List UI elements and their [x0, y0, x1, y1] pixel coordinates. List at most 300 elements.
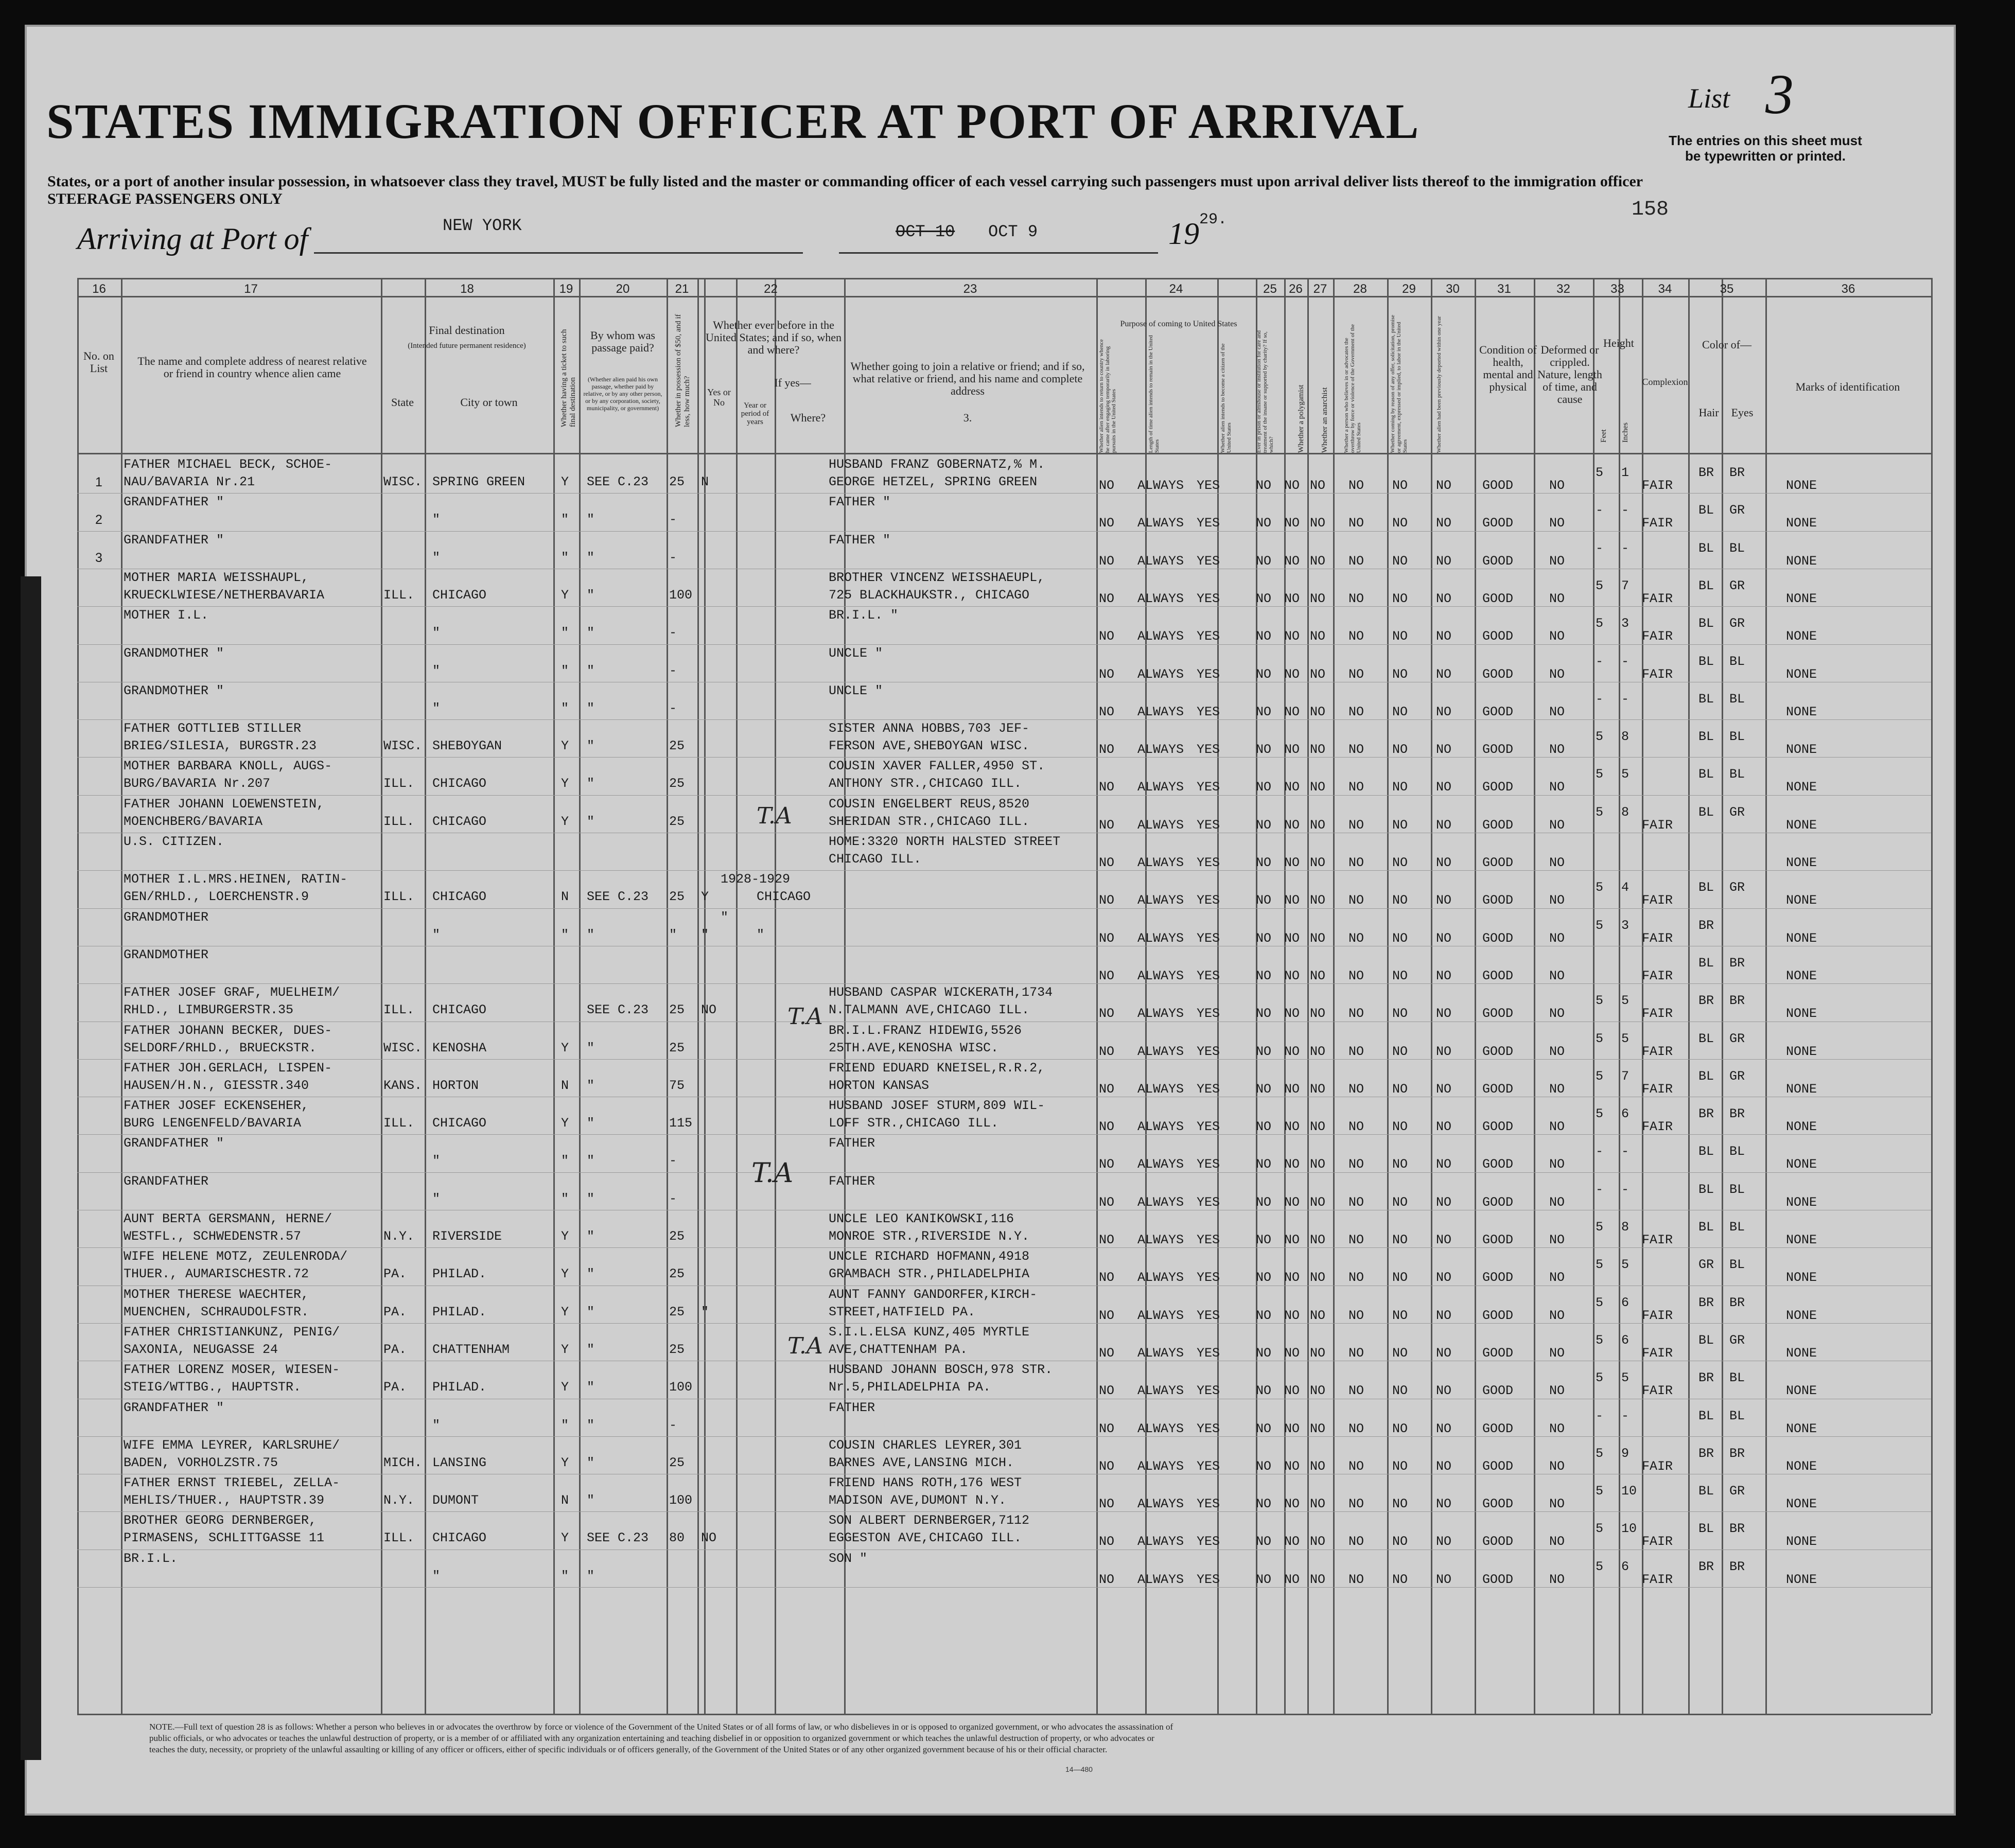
header-polygamist: Whether a polygamist — [1297, 384, 1305, 453]
row-rule — [77, 1247, 1931, 1248]
joining-address: MADISON AVE,DUMONT N.Y. — [829, 1493, 1007, 1508]
money: - — [669, 1191, 677, 1206]
nearest-relative: GRANDFATHER " — [124, 1136, 224, 1151]
purpose-return: NO — [1099, 667, 1115, 682]
ticket: Y — [561, 1229, 569, 1244]
ticket: Y — [561, 1342, 569, 1357]
identification-marks: NONE — [1786, 742, 1817, 757]
eye-color: BR — [1729, 956, 1745, 971]
joining-relative: UNCLE " — [829, 646, 883, 661]
dest-state: PA. — [383, 1380, 407, 1395]
identification-marks: NONE — [1786, 629, 1817, 644]
eye-color: GR — [1729, 578, 1745, 593]
identification-marks: NONE — [1786, 1044, 1817, 1059]
complexion: FAIR — [1642, 1082, 1673, 1097]
anarchist: NO — [1310, 1346, 1326, 1361]
eye-color: BL — [1729, 729, 1745, 744]
labor-offer: NO — [1392, 855, 1408, 870]
height-feet: - — [1596, 1144, 1604, 1159]
deformed: NO — [1549, 1572, 1565, 1587]
hair-color: BL — [1698, 956, 1714, 971]
passage-paid: " — [587, 701, 595, 716]
row-rule — [77, 606, 1931, 607]
purpose-return: NO — [1099, 1308, 1115, 1323]
ticket: " — [561, 701, 569, 716]
eye-color: BR — [1729, 1446, 1745, 1461]
anarchist: NO — [1310, 667, 1326, 682]
row-number: 3 — [95, 551, 102, 565]
prison: NO — [1256, 1270, 1272, 1285]
purpose-return: NO — [1099, 1534, 1115, 1549]
purpose-return: NO — [1099, 893, 1115, 908]
deported: NO — [1436, 1006, 1452, 1021]
eye-color: BR — [1729, 993, 1745, 1008]
purpose-citizen: YES — [1197, 1572, 1220, 1587]
ticket: " — [561, 512, 569, 527]
passage-paid: " — [587, 776, 595, 791]
arrival-date: OCT 9 — [988, 222, 1038, 241]
deported: NO — [1436, 969, 1452, 983]
nearest-relative: WIFE HELENE MOTZ, ZEULENRODA/ — [124, 1249, 348, 1264]
polygamist: NO — [1284, 818, 1300, 833]
anarchist: NO — [1310, 516, 1326, 531]
eye-color: GR — [1729, 1069, 1745, 1084]
row-rule — [77, 1134, 1931, 1135]
height-inches: 5 — [1621, 767, 1629, 782]
identification-marks: NONE — [1786, 1459, 1817, 1474]
year-suffix: 29. — [1199, 211, 1228, 228]
health: GOOD — [1482, 1497, 1514, 1511]
overthrow: NO — [1348, 1459, 1364, 1474]
overthrow: NO — [1348, 742, 1364, 757]
health: GOOD — [1482, 1233, 1514, 1247]
joining-relative: HOME:3320 NORTH HALSTED STREET — [829, 834, 1061, 849]
joining-address: GEORGE HETZEL, SPRING GREEN — [829, 474, 1038, 489]
nearest-relative-address: MEHLIS/THUER., HAUPTSTR.39 — [124, 1493, 325, 1508]
complexion: FAIR — [1642, 1044, 1673, 1059]
purpose-return: NO — [1099, 855, 1115, 870]
polygamist: NO — [1284, 1497, 1300, 1511]
row-rule — [77, 531, 1931, 532]
deported: NO — [1436, 893, 1452, 908]
polygamist: NO — [1284, 1572, 1300, 1587]
health: GOOD — [1482, 705, 1514, 719]
dest-city: " — [432, 1153, 441, 1168]
passage-paid: " — [587, 1569, 595, 1583]
passage-paid: " — [587, 1078, 595, 1093]
hair-color: BR — [1698, 918, 1714, 933]
deformed: NO — [1549, 1119, 1565, 1134]
labor-offer: NO — [1392, 1497, 1408, 1511]
overthrow: NO — [1348, 931, 1364, 946]
deported: NO — [1436, 1157, 1452, 1172]
purpose-citizen: YES — [1197, 478, 1220, 493]
header-final-destination-sub: (Intended future permanent residence) — [408, 342, 526, 350]
row-rule — [77, 795, 1931, 796]
polygamist: NO — [1284, 742, 1300, 757]
ever-before: Y — [701, 889, 709, 904]
height-inches: 6 — [1621, 1333, 1629, 1348]
purpose-length: ALWAYS — [1137, 893, 1184, 908]
height-feet: 5 — [1596, 1333, 1604, 1348]
nearest-relative: FATHER JOSEF GRAF, MUELHEIM/ — [124, 985, 340, 1000]
anarchist: NO — [1310, 1572, 1326, 1587]
joining-address: BARNES AVE,LANSING MICH. — [829, 1455, 1014, 1470]
nearest-relative-address: MOENCHBERG/BAVARIA — [124, 814, 263, 829]
identification-marks: NONE — [1786, 1195, 1817, 1210]
dest-state: ILL. — [383, 588, 415, 603]
money: 25 — [669, 1041, 685, 1055]
purpose-citizen: YES — [1197, 780, 1220, 795]
purpose-length: ALWAYS — [1137, 1270, 1184, 1285]
purpose-length: ALWAYS — [1137, 478, 1184, 493]
purpose-citizen: YES — [1197, 1082, 1220, 1097]
hair-color: BL — [1698, 541, 1714, 556]
nearest-relative-address: NAU/BAVARIA Nr.21 — [124, 474, 255, 489]
header-hair: Hair — [1698, 406, 1719, 419]
prison: NO — [1256, 591, 1272, 606]
dest-city: CHICAGO — [432, 776, 487, 791]
height-feet: - — [1596, 541, 1604, 556]
overthrow: NO — [1348, 1082, 1364, 1097]
height-inches: - — [1621, 692, 1629, 707]
passage-paid: " — [587, 1455, 595, 1470]
joining-address: MONROE STR.,RIVERSIDE N.Y. — [829, 1229, 1030, 1244]
identification-marks: NONE — [1786, 969, 1817, 983]
labor-offer: NO — [1392, 1459, 1408, 1474]
complexion: FAIR — [1642, 893, 1673, 908]
hair-color: BL — [1698, 692, 1714, 707]
column-number: 31 — [1497, 282, 1511, 296]
height-feet: 5 — [1596, 729, 1604, 744]
joining-address: HORTON KANSAS — [829, 1078, 930, 1093]
passage-paid: " — [587, 1191, 595, 1206]
joining-relative: AUNT FANNY GANDORFER,KIRCH- — [829, 1287, 1038, 1302]
handwritten-ta-mark: T.A — [757, 803, 792, 829]
height-feet: 5 — [1596, 1484, 1604, 1499]
header-joining: Whether going to join a relative or friend; and if so, what relative or friend, and his name and complete address — [850, 360, 1085, 397]
labor-offer: NO — [1392, 969, 1408, 983]
ticket: Y — [561, 1455, 569, 1470]
polygamist: NO — [1284, 1308, 1300, 1323]
deported: NO — [1436, 855, 1452, 870]
anarchist: NO — [1310, 969, 1326, 983]
height-feet: 5 — [1596, 1370, 1604, 1385]
joining-address: AVE,CHATTENHAM PA. — [829, 1342, 968, 1357]
anarchist: NO — [1310, 705, 1326, 719]
dest-state: KANS. — [383, 1078, 423, 1093]
purpose-citizen: YES — [1197, 1497, 1220, 1511]
overthrow: NO — [1348, 516, 1364, 531]
labor-offer: NO — [1392, 1044, 1408, 1059]
grid-top-line — [77, 278, 1931, 279]
polygamist: NO — [1284, 780, 1300, 795]
prison: NO — [1256, 893, 1272, 908]
dest-state: MICH. — [383, 1455, 423, 1470]
header-purpose-citizen: Whether alien intends to become a citizen of the United States — [1220, 343, 1232, 453]
complexion: FAIR — [1642, 629, 1673, 644]
header-deformed: Deformed or crippled. Nature, length of time, and cause — [1537, 343, 1602, 406]
row-rule — [77, 1323, 1931, 1324]
column-number: 29 — [1402, 282, 1416, 296]
deformed: NO — [1549, 516, 1565, 531]
health: GOOD — [1482, 780, 1514, 795]
polygamist: NO — [1284, 667, 1300, 682]
column-number: 30 — [1446, 282, 1460, 296]
dest-city: " — [432, 625, 441, 640]
identification-marks: NONE — [1786, 554, 1817, 569]
nearest-relative: FATHER JOHANN LOEWENSTEIN, — [124, 797, 325, 812]
prison: NO — [1256, 478, 1272, 493]
ticket: " — [561, 1418, 569, 1433]
complexion: FAIR — [1642, 478, 1673, 493]
years-in-us: " — [721, 910, 729, 925]
joining-relative: HUSBAND CASPAR WICKERATH,1734 — [829, 985, 1053, 1000]
joining-address: Nr.5,PHILADELPHIA PA. — [829, 1380, 991, 1395]
sheet-number: 158 — [1632, 198, 1669, 221]
labor-offer: NO — [1392, 667, 1408, 682]
dest-state: N.Y. — [383, 1493, 415, 1508]
row-rule — [77, 1587, 1931, 1588]
purpose-return: NO — [1099, 1270, 1115, 1285]
purpose-length: ALWAYS — [1137, 1195, 1184, 1210]
complexion: FAIR — [1642, 1534, 1673, 1549]
deported: NO — [1436, 1421, 1452, 1436]
joining-relative: HUSBAND FRANZ GOBERNATZ,% M. — [829, 457, 1045, 472]
purpose-length: ALWAYS — [1137, 1157, 1184, 1172]
nearest-relative-address: SELDORF/RHLD., BRUECKSTR. — [124, 1041, 317, 1055]
dest-state: PA. — [383, 1342, 407, 1357]
money: 25 — [669, 1455, 685, 1470]
purpose-length: ALWAYS — [1137, 516, 1184, 531]
prison: NO — [1256, 1119, 1272, 1134]
row-rule — [77, 757, 1931, 758]
header-eyes: Eyes — [1731, 406, 1754, 419]
purpose-return: NO — [1099, 705, 1115, 719]
overthrow: NO — [1348, 818, 1364, 833]
ticket: " — [561, 1191, 569, 1206]
nearest-relative-address: MUENCHEN, SCHRAUDOLFSTR. — [124, 1305, 309, 1319]
purpose-length: ALWAYS — [1137, 667, 1184, 682]
labor-offer: NO — [1392, 1233, 1408, 1247]
dest-state: N.Y. — [383, 1229, 415, 1244]
ever-before: NO — [701, 1530, 717, 1545]
row-rule — [77, 870, 1931, 871]
passage-paid: SEE C.23 — [587, 889, 649, 904]
handwritten-ta-mark: T.A — [787, 1333, 823, 1359]
identification-marks: NONE — [1786, 667, 1817, 682]
identification-marks: NONE — [1786, 1308, 1817, 1323]
deported: NO — [1436, 629, 1452, 644]
purpose-length: ALWAYS — [1137, 1006, 1184, 1021]
ticket: Y — [561, 776, 569, 791]
money: - — [669, 1153, 677, 1168]
column-number: 20 — [616, 282, 630, 296]
deformed: NO — [1549, 818, 1565, 833]
header-height: Height — [1603, 337, 1634, 349]
money: 80 — [669, 1530, 685, 1545]
polygamist: NO — [1284, 629, 1300, 644]
identification-marks: NONE — [1786, 1421, 1817, 1436]
eye-color: GR — [1729, 1333, 1745, 1348]
prison: NO — [1256, 1572, 1272, 1587]
anarchist: NO — [1310, 742, 1326, 757]
height-feet: 5 — [1596, 578, 1604, 593]
prison: NO — [1256, 969, 1272, 983]
joining-relative: SON ALBERT DERNBERGER,7112 — [829, 1513, 1030, 1528]
dest-city: SPRING GREEN — [432, 474, 525, 489]
labor-offer: NO — [1392, 1157, 1408, 1172]
complexion: FAIR — [1642, 1233, 1673, 1247]
deformed: NO — [1549, 780, 1565, 795]
polygamist: NO — [1284, 1233, 1300, 1247]
deformed: NO — [1549, 1006, 1565, 1021]
dest-city: " — [432, 550, 441, 565]
nearest-relative-address: PIRMASENS, SCHLITTGASSE 11 — [124, 1530, 325, 1545]
purpose-return: NO — [1099, 1006, 1115, 1021]
hair-color: BL — [1698, 1144, 1714, 1159]
joining-address: FERSON AVE,SHEBOYGAN WISC. — [829, 738, 1030, 753]
eye-color: BL — [1729, 1409, 1745, 1423]
joining-relative: FATHER — [829, 1400, 875, 1415]
purpose-citizen: YES — [1197, 1308, 1220, 1323]
height-feet: 5 — [1596, 918, 1604, 933]
anarchist: NO — [1310, 1270, 1326, 1285]
anarchist: NO — [1310, 478, 1326, 493]
deported: NO — [1436, 1195, 1452, 1210]
dest-city: CHICAGO — [432, 588, 487, 603]
money: - — [669, 512, 677, 527]
joining-relative: COUSIN ENGELBERT REUS,8520 — [829, 797, 1030, 812]
intro-text: States, or a port of another insular possession, in whatsoever class they travel, MUST be fully listed and the master or commanding officer of each vessel carrying such passengers must upon arrival deliver lists thereof to the immigration officer — [47, 173, 1643, 190]
deported: NO — [1436, 478, 1452, 493]
ticket: " — [561, 927, 569, 942]
prison: NO — [1256, 1044, 1272, 1059]
complexion: FAIR — [1642, 1346, 1673, 1361]
height-inches: - — [1621, 1409, 1629, 1423]
purpose-citizen: YES — [1197, 893, 1220, 908]
identification-marks: NONE — [1786, 705, 1817, 719]
hair-color: BL — [1698, 880, 1714, 895]
health: GOOD — [1482, 855, 1514, 870]
nearest-relative: AUNT BERTA GERSMANN, HERNE/ — [124, 1211, 332, 1226]
joining-address: SHERIDAN STR.,CHICAGO ILL. — [829, 814, 1030, 829]
deformed: NO — [1549, 629, 1565, 644]
hair-color: BL — [1698, 654, 1714, 669]
deformed: NO — [1549, 1270, 1565, 1285]
header-ever-before: Whether ever before in the United States; and if so, when and where? — [706, 319, 842, 356]
identification-marks: NONE — [1786, 818, 1817, 833]
deformed: NO — [1549, 1346, 1565, 1361]
passage-paid: " — [587, 814, 595, 829]
money: 100 — [669, 588, 693, 603]
height-inches: 5 — [1621, 1257, 1629, 1272]
joining-address: EGGESTON AVE,CHICAGO ILL. — [829, 1530, 1022, 1545]
column-number: 25 — [1263, 282, 1277, 296]
health: GOOD — [1482, 1346, 1514, 1361]
labor-offer: NO — [1392, 478, 1408, 493]
purpose-return: NO — [1099, 1421, 1115, 1436]
nearest-relative-address: WESTFL., SCHWEDENSTR.57 — [124, 1229, 302, 1244]
purpose-return: NO — [1099, 1195, 1115, 1210]
nearest-relative-address: BURG LENGENFELD/BAVARIA — [124, 1116, 302, 1131]
ticket: " — [561, 550, 569, 565]
money: 75 — [669, 1078, 685, 1093]
deported: NO — [1436, 1044, 1452, 1059]
labor-offer: NO — [1392, 554, 1408, 569]
anarchist: NO — [1310, 1119, 1326, 1134]
polygamist: NO — [1284, 705, 1300, 719]
dest-city: CHICAGO — [432, 889, 487, 904]
hair-color: BL — [1698, 1031, 1714, 1046]
nearest-relative: GRANDMOTHER — [124, 947, 209, 962]
year-prefix: 19 — [1168, 217, 1199, 251]
hair-color: BR — [1698, 993, 1714, 1008]
height-inches: 7 — [1621, 1069, 1629, 1084]
list-label: List — [1688, 83, 1730, 114]
eye-color: BL — [1729, 1220, 1745, 1235]
hair-color: BR — [1698, 465, 1714, 480]
purpose-length: ALWAYS — [1137, 591, 1184, 606]
header-prison: Ever in prison or almshouse or institution for care and treatment of the insane or supported by charity? If so, which? — [1256, 330, 1274, 453]
prison: NO — [1256, 1006, 1272, 1021]
row-rule — [77, 719, 1931, 720]
nearest-relative-address: KRUECKLWIESE/NETHERBAVARIA — [124, 588, 325, 603]
deformed: NO — [1549, 478, 1565, 493]
anarchist: NO — [1310, 1082, 1326, 1097]
money: 100 — [669, 1380, 693, 1395]
height-inches: 9 — [1621, 1446, 1629, 1461]
deformed: NO — [1549, 1497, 1565, 1511]
deported: NO — [1436, 742, 1452, 757]
joining-address: STREET,HATFIELD PA. — [829, 1305, 976, 1319]
handwritten-ta-mark: T.A — [787, 1004, 823, 1030]
nearest-relative: MOTHER MARIA WEISSHAUPL, — [124, 570, 309, 585]
prison: NO — [1256, 554, 1272, 569]
identification-marks: NONE — [1786, 1157, 1817, 1172]
hair-color: BL — [1698, 503, 1714, 518]
identification-marks: NONE — [1786, 1497, 1817, 1511]
purpose-length: ALWAYS — [1137, 1383, 1184, 1398]
height-feet: 5 — [1596, 1220, 1604, 1235]
identification-marks: NONE — [1786, 931, 1817, 946]
anarchist: NO — [1310, 1157, 1326, 1172]
height-feet: 5 — [1596, 1446, 1604, 1461]
money: - — [669, 625, 677, 640]
eye-color: GR — [1729, 805, 1745, 820]
purpose-citizen: YES — [1197, 667, 1220, 682]
row-rule — [77, 493, 1931, 494]
purpose-return: NO — [1099, 1497, 1115, 1511]
height-inches: 6 — [1621, 1559, 1629, 1574]
ticket: Y — [561, 1530, 569, 1545]
deformed: NO — [1549, 1195, 1565, 1210]
height-feet: 5 — [1596, 767, 1604, 782]
prison: NO — [1256, 742, 1272, 757]
joining-relative: FATHER " — [829, 495, 891, 509]
eye-color: BR — [1729, 1559, 1745, 1574]
anarchist: NO — [1310, 629, 1326, 644]
purpose-return: NO — [1099, 780, 1115, 795]
deported: NO — [1436, 705, 1452, 719]
money: - — [669, 550, 677, 565]
joining-address: GRAMBACH STR.,PHILADELPHIA — [829, 1266, 1030, 1281]
deformed: NO — [1549, 969, 1565, 983]
deported: NO — [1436, 1383, 1452, 1398]
money: - — [669, 663, 677, 678]
passage-paid: " — [587, 1493, 595, 1508]
height-feet: - — [1596, 1182, 1604, 1197]
